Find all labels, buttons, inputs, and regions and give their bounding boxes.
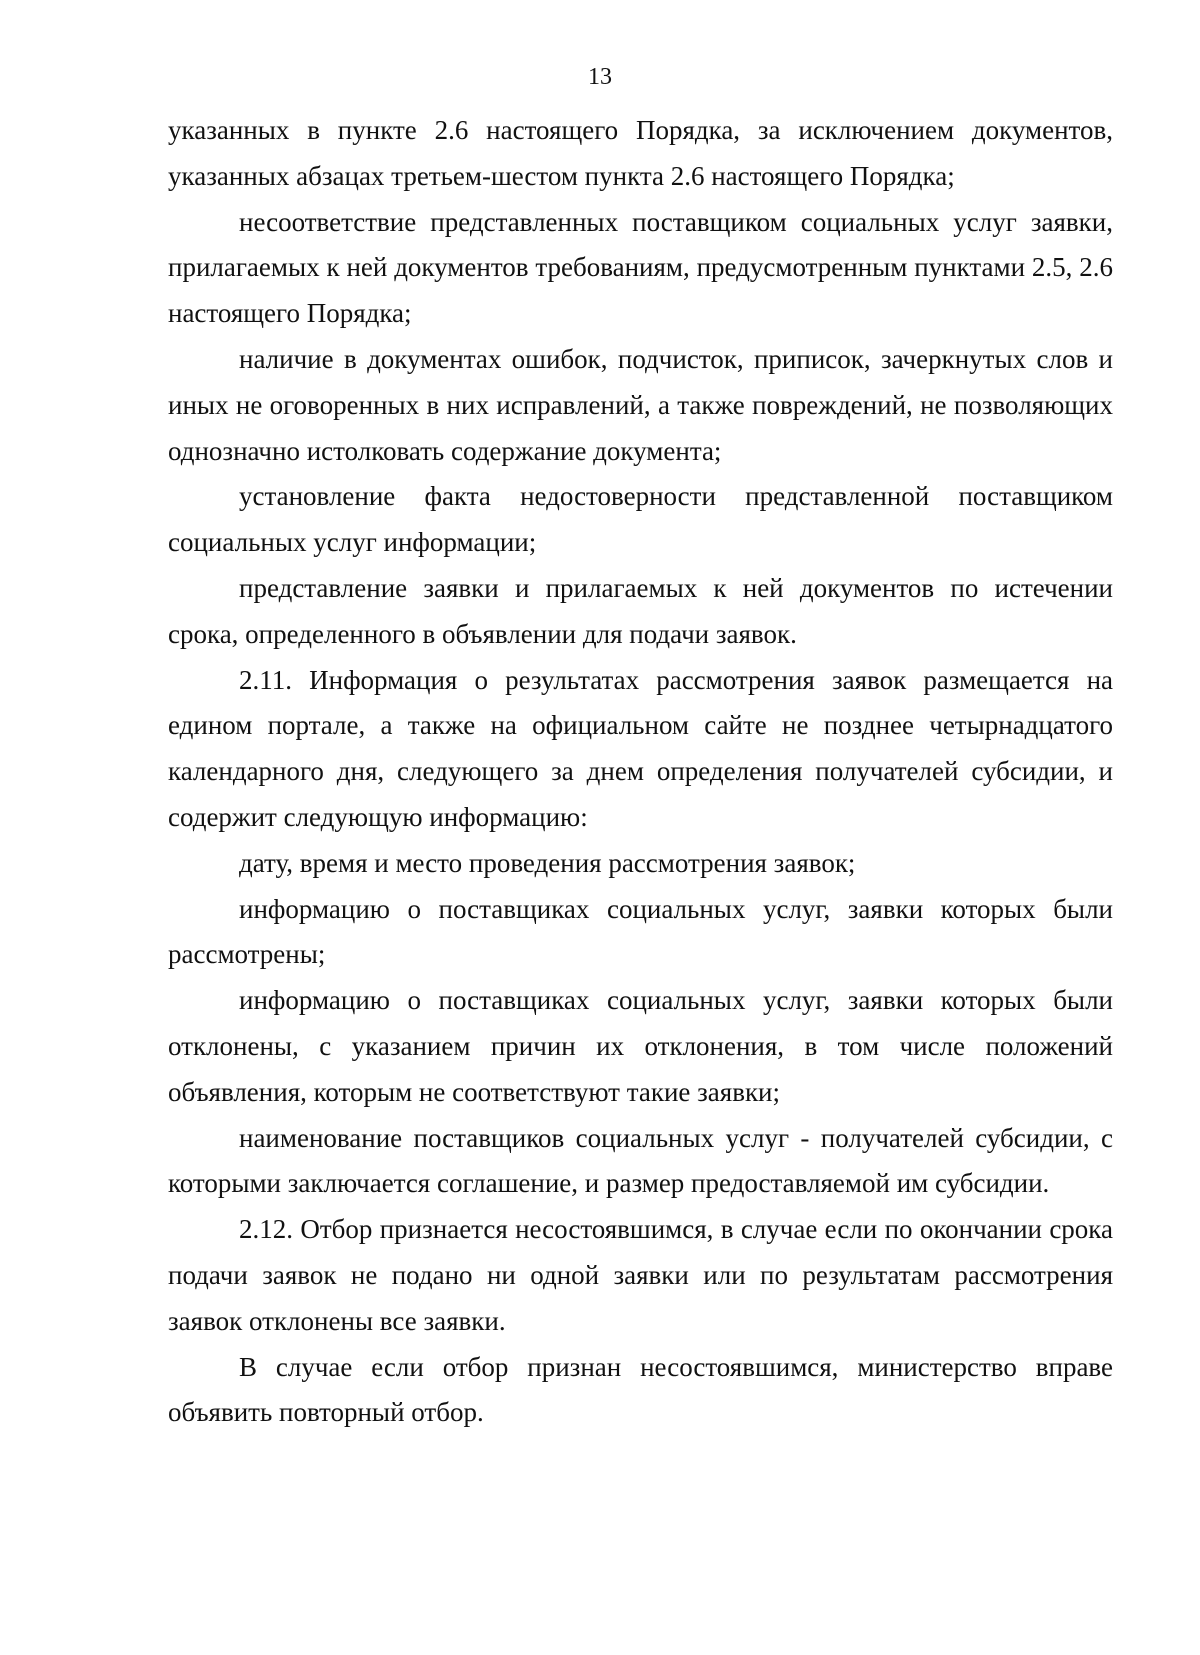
- paragraph-4: установление факта недостоверности представленной поставщиком социальных услуг информации;: [168, 481, 1113, 558]
- paragraph-2: несоответствие представленных поставщиком социальных услуг заявки, прилагаемых к ней документов требованиям, предусмотренным пунктами 2.5, 2.6 настоящего Порядка;: [168, 206, 1113, 329]
- paragraph-5: представление заявки и прилагаемых к ней документов по истечении срока, определенного в объявлении для подачи заявок.: [168, 572, 1113, 649]
- paragraph-12: В случае если отбор признан несостоявшимся, министерство вправе объявить повторный отбор.: [168, 1351, 1113, 1428]
- paragraph-11: 2.12. Отбор признается несостоявшимся, в случае если по окончании срока подачи заявок не подано ни одной заявки или по результатам рассмотрения заявок отклонены все заявки.: [168, 1214, 1113, 1336]
- paragraph-7: дату, время и место проведения рассмотрения заявок;: [239, 847, 856, 878]
- page-number: 13: [588, 64, 612, 90]
- paragraph-3: наличие в документах ошибок, подчисток, приписок, зачеркнутых слов и иных не оговоренных в них исправлений, а также повреждений, не позволяющих однозначно истолковать содержание документа;: [168, 343, 1113, 466]
- paragraph-9: информацию о поставщиках социальных услуг, заявки которых были отклонены, с указанием причин их отклонения, в том числе положений объявления, которым не соответствуют такие заявки;: [168, 985, 1113, 1107]
- paragraph-6: 2.11. Информация о результатах рассмотрения заявок размещается на едином портале, а также на официальном сайте не позднее четырнадцатого календарного дня, следующего за днем определения получателей субсидии, и содержит следующую информацию:: [168, 664, 1113, 832]
- document-body: [168, 108, 1113, 1436]
- paragraph-1: указанных в пункте 2.6 настоящего Порядка, за исключением документов, указанных абзацах третьем-шестом пункта 2.6 настоящего Порядка;: [168, 115, 1113, 191]
- paragraph-10: наименование поставщиков социальных услуг - получателей субсидии, с которыми заключается соглашение, и размер предоставляемой им субсидии.: [168, 1122, 1113, 1199]
- paragraph-8: информацию о поставщиках социальных услуг, заявки которых были рассмотрены;: [168, 893, 1113, 970]
